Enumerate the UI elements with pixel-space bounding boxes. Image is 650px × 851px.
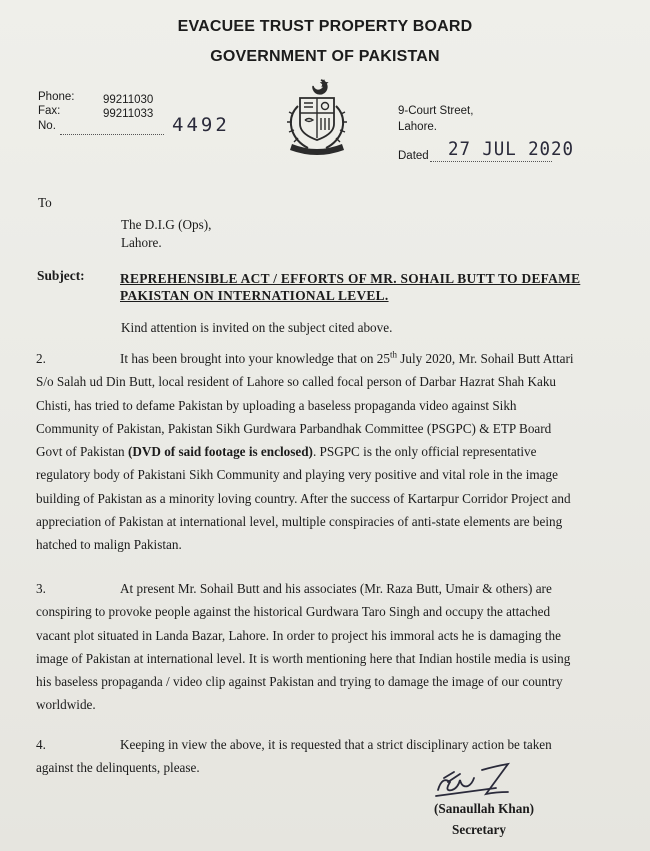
para3-line: worldwide.	[36, 697, 96, 713]
org-name: EVACUEE TRUST PROPERTY BOARD	[177, 18, 473, 35]
para2-number: 2.	[36, 351, 46, 366]
para3-number: 3.	[36, 581, 46, 596]
recipient-city: Lahore.	[121, 235, 162, 250]
para4-line: against the delinquents, please.	[36, 760, 200, 776]
reference-number: 4492	[172, 114, 230, 136]
para3-body	[36, 577, 608, 717]
dated-stamp: 27 JUL 2020	[448, 138, 574, 160]
signatory-name: (Sanaullah Khan)	[434, 801, 535, 816]
para2-line: appreciation of Pakistan at international level, multiple conspiracies of anti-state elements are being	[36, 514, 563, 530]
para3-line: conspiring to provoke people against the historical Gurdwara Taro Singh and occupy the attached	[36, 604, 551, 620]
subject-title	[120, 270, 640, 304]
fax-value: 99211033	[103, 108, 154, 120]
intro-text: Kind attention is invited on the subject cited above.	[121, 320, 393, 335]
para4-body	[36, 733, 608, 780]
phone-value: 99211030	[103, 94, 154, 106]
para2-line: building of Pakistan as a minority loving country. After the success of Kartarpur Corridor Project and	[36, 490, 571, 506]
para4-number: 4.	[36, 737, 46, 752]
state-emblem-icon	[278, 76, 356, 158]
para2-line: Chisti, has tried to defame Pakistan by uploading a baseless propaganda video against Sikh	[36, 397, 517, 413]
para2-line: It has been brought into your knowledge that on 25th July 2020, Mr. Sohail Butt Attari	[120, 349, 574, 366]
signature-scribble	[432, 760, 522, 804]
para3-line: vacant plot situated in Landa Bazar, Lahore. In order to project his immoral acts he is damaging the	[36, 627, 561, 643]
dated-dotted-line	[430, 161, 552, 162]
org-government: GOVERNMENT OF PAKISTAN	[210, 48, 440, 65]
para2-line: S/o Salah ud Din Butt, local resident of Lahore so called focal person of Darbar Hazrat Shah Kaku	[36, 374, 557, 390]
recipient-office: The D.I.G (Ops),	[121, 217, 212, 232]
fax-label: Fax:	[38, 105, 61, 117]
para2-line: Community of Pakistan, Pakistan Sikh Gurdwara Parbandhak Committee (PSGPC) & ETP Board	[36, 420, 552, 436]
para2-line: regulatory body of Pakistani Sikh Community and playing very positive and vital role in the image	[36, 467, 558, 483]
dated-label: Dated	[398, 150, 429, 162]
para2-line: Govt of Pakistan (DVD of said footage is enclosed). PSGPC is the only official representative	[36, 444, 537, 460]
signatory-title: Secretary	[452, 822, 506, 837]
para4-line: Keeping in view the above, it is requested that a strict disciplinary action be taken	[120, 737, 552, 752]
number-label: No.	[38, 120, 56, 132]
address-street: 9-Court Street,	[398, 105, 474, 117]
para3-line: image of Pakistan at international level. It is worth mentioning here that Indian hostile media is using	[36, 650, 571, 666]
para3-line: his baseless propaganda / video clip against Pakistan and trying to damage the image of our country	[36, 674, 563, 690]
number-dotted-line	[60, 134, 164, 135]
subject-line-1: REPREHENSIBLE ACT / EFFORTS OF MR. SOHAIL BUTT TO DEFAME	[120, 271, 581, 286]
subject-label: Subject:	[37, 268, 85, 283]
subject-line-2: PAKISTAN ON INTERNATIONAL LEVEL.	[120, 288, 389, 303]
address-city: Lahore.	[398, 121, 438, 133]
phone-label: Phone:	[38, 91, 75, 103]
para2-body	[36, 347, 608, 557]
para3-line: At present Mr. Sohail Butt and his associates (Mr. Raza Butt, Umair & others) are	[120, 581, 552, 596]
to-label: To	[38, 195, 52, 210]
para2-line: hatched to malign Pakistan.	[36, 537, 182, 553]
